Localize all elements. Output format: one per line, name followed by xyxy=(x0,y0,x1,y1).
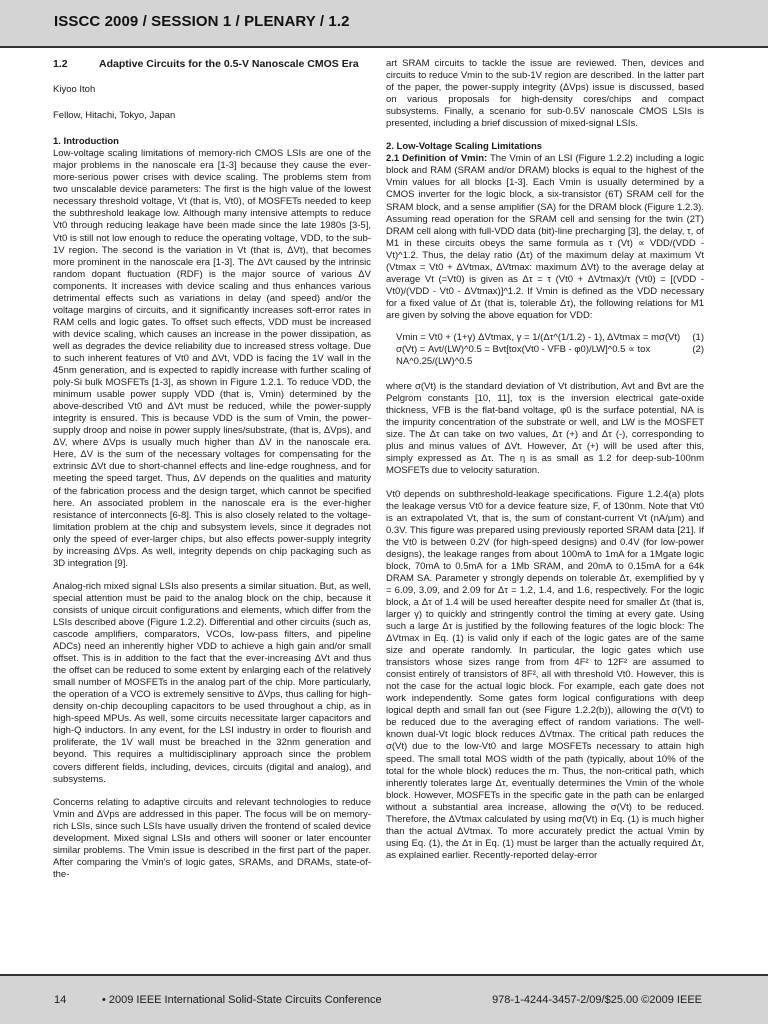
definition-text: The Vmin of an LSI (Figure 1.2.2) including a logic block and RAM (SRAM and/or DRAM) blocks is equal to the highest of the Vmin values for all blocks [1-3]. Each Vmin is usually determined by a CMOS inverter for the logic block, a six-transistor (6T) SRAM cell for the SRAM block, and a sense amplifier (SA) for the DRAM block (Figure 1.2.3). Assuming read operation for the SRAM cell and sensing for the twin (2T) DRAM cell along with full-VDD data (bit)-line precharging [3], the delay, τ, of M1 in these circuits obeys the same formula as τ (Vt) ∝ VDD/(VDD - Vt)^1.2. Thus, the delay ratio (Δτ) of the maximum delay at maximum Vt (Vtmax = Vt0 + ΔVtmax, ΔVtmax: maximum ΔVt) to the average delay at average Vt (=Vt0) is given as Δτ = τ (Vt0 + ΔVtmax)/τ (Vt0) = [(VDD - Vt0)/(VDD - Vt0 - ΔVtmax)]^1.2. If Vmin is defined as the VDD necessary for a fixed value of Δτ (that is, tolerable Δτ), the following relations for M1 are given by solving the above equation for VDD: xyxy=(386,153,704,321)
paper-title: Adaptive Circuits for the 0.5-V Nanoscale CMOS Era xyxy=(99,58,359,70)
intro-paragraph-2: Analog-rich mixed signal LSIs also presents a similar situation. But, as well, special attention must be paid to the analog block on the chip, because it consists of unique circuit configurations and elements, which differ from the LSIs described above (Figure 1.2.2). Differential and other circuits (such as, cascode amplifiers, comparators, VCOs, low-pass filters, and pipeline ADCs) need an inherently higher VDD to achieve a high gain and/or small offset. This is in addition to the fact that the ever-increasing ΔVt and thus the offset can be reduced to some extent by enlarging each of the relatively small number of MOSFETs in the analog part of the chip. More particularly, the operation of a VCO is extremely sensitive to ΔVps, thus calling for high-density on-chip decoupling capacitors to be used throughout a chip, as in high-speed MPUs. As well, some circuits necessitate larger capacitors and high-Q inductors. In any event, for the LSI industry in order to flourish and proliferate, the 1V wall must be breached in the 32nm generation and beyond. This requires a multidisciplinary approach since the problem covers different fields, including, devices, circuits (digital and analog), and subsystems. xyxy=(53,580,371,785)
right-column xyxy=(386,58,704,964)
equation-2 xyxy=(386,344,704,368)
subsection-label: 2.1 Definition of Vmin: xyxy=(386,153,488,165)
equation-2-number: (2) xyxy=(692,344,704,356)
author: Kiyoo Itoh xyxy=(53,84,96,96)
definition-paragraph xyxy=(386,153,704,322)
page-footer xyxy=(0,976,768,1024)
intro-paragraph-3: Concerns relating to adaptive circuits and relevant technologies to reduce Vmin and ΔVps are addressed in this paper. The focus will be on memory-rich LSIs, since such LSIs have usually driven the frontend of scaled device development. Mixed signal LSIs and others will sooner or later encounter similar problems. The Vmin issue is described in the first part of the paper. After comparing the Vmin's of logic gates, SRAMs, and DRAMs, state-of-the- xyxy=(53,796,371,880)
paper-number: 1.2 xyxy=(53,58,68,70)
equation-block xyxy=(386,332,704,368)
isbn-copyright: 978-1-4244-3457-2/09/$25.00 ©2009 IEEE xyxy=(492,994,702,1006)
equation-1 xyxy=(386,332,704,344)
page-header xyxy=(0,0,768,46)
section-heading-scaling-limitations: 2. Low-Voltage Scaling Limitations xyxy=(386,141,543,153)
right-paragraph-3: Vt0 depends on subthreshold-leakage specifications. Figure 1.2.4(a) plots the leakage versus Vt0 for a device feature size, F, of 130nm. Note that Vt0 is an extrapolated Vt, that is, the sum of constant-current Vt (nA/μm) and 0.3V. This figure was prepared using previously reported SRAM data [21]. If the Vt0 is between 0.2V (for high-speed designs) and 0.4V (for low-power designs), the leakage ranges from about 100mA to 1mA for a 1Mgate logic block, 70mA to 0.5mA for a 1Mb SRAM, and 20mA to 0.15mA for a 64k DRAM SA. Parameter γ strongly depends on tolerable Δτ, exemplified by γ = 6.09, 3.09, and 2.09 for Δτ = 1.2, 1.4, and 1.6, respectively. For the logic block, a Δτ of 1.4 will be used hereafter despite need for smaller Δτ (that is, larger γ) to quickly and stringently control the timing at every gate. Using such a large Δτ is justified by the following features of the logic block: The ΔVtmax in Eq. (1) is valid only if each of the logic gates are of the same size and operate randomly. In particular, the logic gates which use transistors whose sizes range from from 4F² to 12F² are assumed to consist entirely of transistors of 8F², all with threshold Vt0. However, this is not the case for the actual logic block. For example, each gate does not work independently. Some gates form logical configurations with deep logical depth and small fan out (see Figure 1.2.2(b)), allowing the σ(Vt) to be reduced due to the averaging effect of random variations. The well-known dual-Vt logic block reduces ΔVtmax. The critical path reduces the σ(Vt) due to the low-Vt0 and large MOSFETs necessary to attain high speed. The small total MOS width of the path (typically, about 10% of the total for the whole block) reduces the m. Thus, the non-critical path, which inherently tolerates large Δτ, eventually determines the Vmin of the whole block. However, MOSFETs in the specific gate in the path can be enlarged without a substantial area increase, allowing the σ(Vt) to be reduced. Therefore, the ΔVtmax calculated by using mσ(Vt) in Eq. (1) is much higher than the actual ΔVtmax. To more accurately predict the actual Vmin by using Eq. (1), the Δτ in Eq. (1) must be larger than the actually required Δτ, as explained earlier. Recently-reported delay-error xyxy=(386,488,704,861)
section-heading-introduction: 1. Introduction xyxy=(53,136,119,148)
paper-title-row xyxy=(53,58,371,70)
right-paragraph-0: art SRAM circuits to tackle the issue are reviewed. Then, devices and circuits to reduce Vmin to the sub-1V region are described. In the latter part of the paper, the power-supply integrity (ΔVps) issue is discussed, based on various proposals for high-density cores/chips and compact subsystems. Finally, a scenario for sub-0.5V nanoscale CMOS LSIs is presented, including a brief discussion of mixed-signal LSIs. xyxy=(386,58,704,130)
equation-1-body: Vmin = Vt0 + (1+γ) ΔVtmax, γ = 1/(Δτ^(1/1.2) - 1), ΔVtmax = mσ(Vt) xyxy=(396,331,681,343)
header-title: ISSCC 2009 / SESSION 1 / PLENARY / 1.2 xyxy=(54,13,350,30)
right-paragraph-2: where σ(Vt) is the standard deviation of Vt distribution, Avt and Bvt are the Pelgrom constants [10, 11], tox is the inversion electrical gate-oxide thickness, VFB is the flat-band voltage, φ0 is the surface potential, NA is the impurity concentration of the substrate or well, and LW is the MOSFET size. The Δτ can take on two values, Δτ (+) and Δτ (-), corresponding to plus and minus values of ΔVt. However, Δτ (+) will be used after this, simply expressed as Δτ. The η is as small as 1.2 for deep-sub-100nm MOSFETs due to velocity saturation. xyxy=(386,381,704,477)
equation-2-body: σ(Vt) = Avt/(LW)^0.5 = Bvt[tox(Vt0 - VFB - φ0)/LW]^0.5 ∝ tox NA^0.25/(LW)^0.5 xyxy=(396,344,651,368)
left-column xyxy=(53,58,371,964)
equation-1-number: (1) xyxy=(692,331,704,343)
intro-paragraph-1: Low-voltage scaling limitations of memory-rich CMOS LSIs are one of the major problems in the nanoscale era [1-3] because they cause the ever-more-serious power crises with device scaling. The problems stem from two unscalable device parameters: The first is the high value of the lowest necessary threshold voltage, Vt (that is, Vt0), of MOSFETs needed to keep the subthreshold leakage low. Although many intensive attempts to reduce Vt0 through reducing leakage have been made since the late 1980s [3-5], Vt0 is still not low enough to reduce the operating voltage, VDD, to the sub-1V region. The second is the variation in Vt (that is, ΔVt), that becomes more prominent in the nanoscale era [1-3]. The ΔVt caused by the intrinsic random dopant fluctuation (RDF) is the major source of various ΔV components. It increases with device scaling and thus enhances various detrimental effects such as variations in delay (and speed) and/or the voltage margins of circuits, and it significantly increases soft-error rates in RAM cells and logic gates. To offset such effects, VDD must be increased with device scaling, which causes an increase in the power dissipation, as well as degrades the device reliability due to increased stress voltage. Due to such inherent features of Vt0 and ΔVt, VDD is facing the 1V wall in the 45nm generation, and is expected to rapidly increase with further scaling of poly-Si bulk MOSFETs [1-3], as shown in Figure 1.2.1. To reduce VDD, the minimum usable power supply VDD (that is, Vmin) determined by the above-described Vt0 and ΔVt must be reduced, while the power-supply integrity is ensured. This is because VDD is the sum of Vmin, the power-supply droop and noise in power supply lines/substrate, (that is, ΔVps), and ΔV, where ΔVps is usually much higher than ΔV in the nanoscale era. Here, ΔV is the sum of the necessary voltages for compensating for the extrinsic ΔVt due to short-channel effects and line-edge roughness, and for meeting the speed target. Thus, ΔV depends on the qualities and maturity of the fabrication process and the design target, which cannot be specified here. An associated problem in the nanoscale era is the ever-higher resistance of interconnects [6-8]. This is also closely related to the voltage-limitation problem at the chip and subsystem levels, since it degrades not only the speed of ever-larger chips, but also effects power-supply integrity by increasing ΔVps. As well, integrity depends on chip packaging such as 3D integration [9]. xyxy=(53,148,371,569)
page-number: 14 xyxy=(54,994,67,1006)
conference-name: • 2009 IEEE International Solid-State Circuits Conference xyxy=(102,994,382,1006)
affiliation: Fellow, Hitachi, Tokyo, Japan xyxy=(53,110,176,122)
header-rule xyxy=(0,46,768,48)
